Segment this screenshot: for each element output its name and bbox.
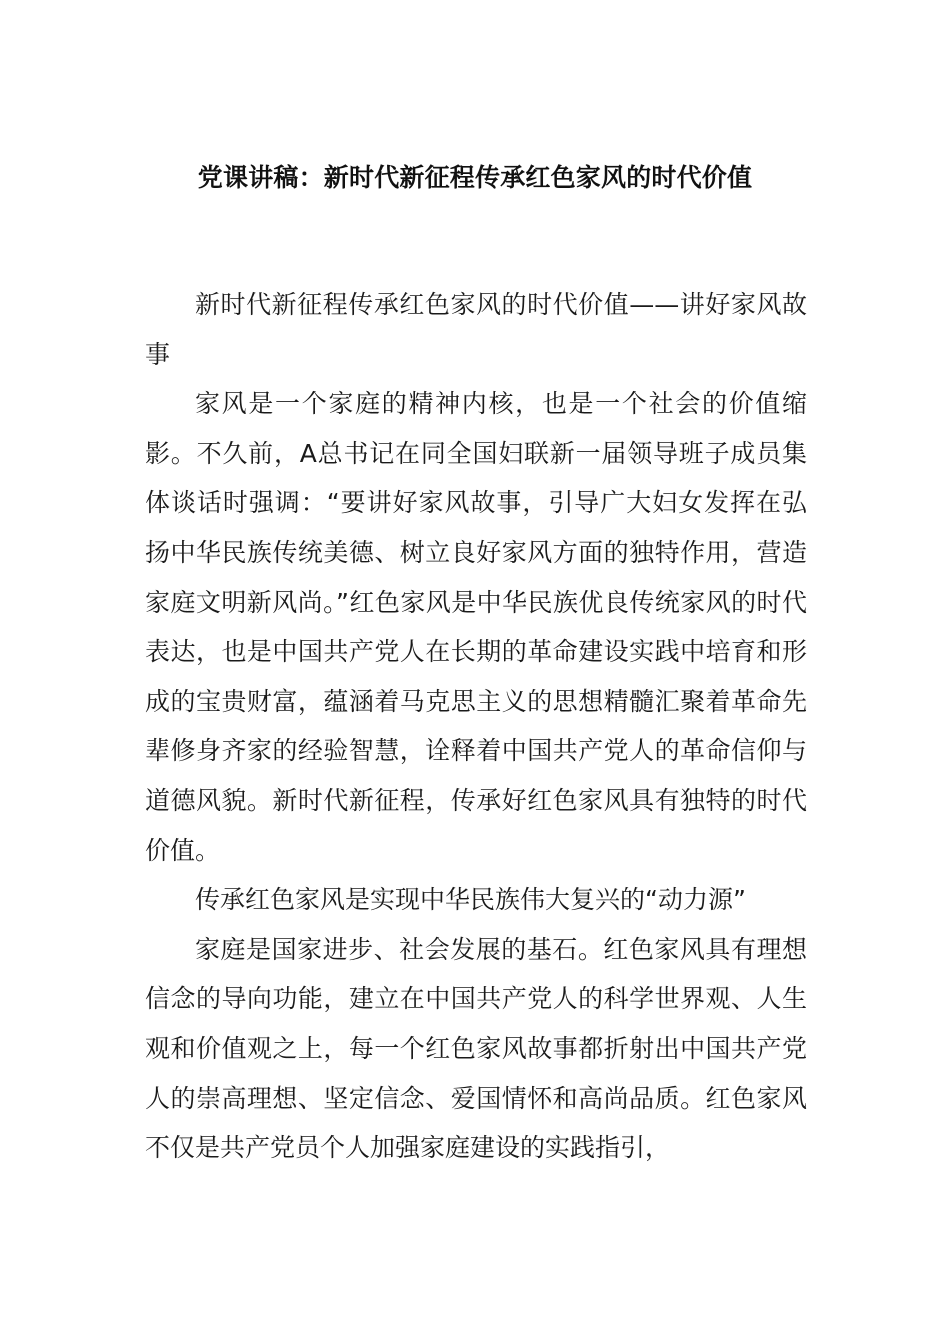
paragraph-section-heading: 传承红色家风是实现中华民族伟大复兴的“动力源” <box>195 885 746 915</box>
paragraph-subtitle: 新时代新征程传承红色家风的时代价值——讲好家风故事 <box>145 290 807 369</box>
document-title: 党课讲稿：新时代新征程传承红色家风的时代价值 <box>197 163 753 192</box>
paragraph-intro: 家风是一个家庭的精神内核，也是一个社会的价值缩影。不久前，A总书记在同全国妇联新一届领导班子成员集体谈话时强调：“要讲好家风故事，引导广大妇女发挥在弘扬中华民族传统美德、树立良好家风方面的独特作用，营造家庭文明新风尚。”红色家风是中华民族优良传统家风的时代表达，也是中国共产党人在长期的革命建设实践中培育和形成的宝贵财富，蕴涵着马克思主义的思想精髓汇聚着革命先辈修身齐家的经验智慧，诠释着中国共产党人的革命信仰与道德风貌。新时代新征程，传承好红色家风具有独特的时代价值。 <box>145 389 807 865</box>
document-body <box>145 280 807 1173</box>
paragraph-family-foundation: 家庭是国家进步、社会发展的基石。红色家风具有理想信念的导向功能，建立在中国共产党人的科学世界观、人生观和价值观之上，每一个红色家风故事都折射出中国共产党人的崇高理想、坚定信念、爱国情怀和高尚品质。红色家风不仅是共产党员个人加强家庭建设的实践指引， <box>145 934 807 1163</box>
